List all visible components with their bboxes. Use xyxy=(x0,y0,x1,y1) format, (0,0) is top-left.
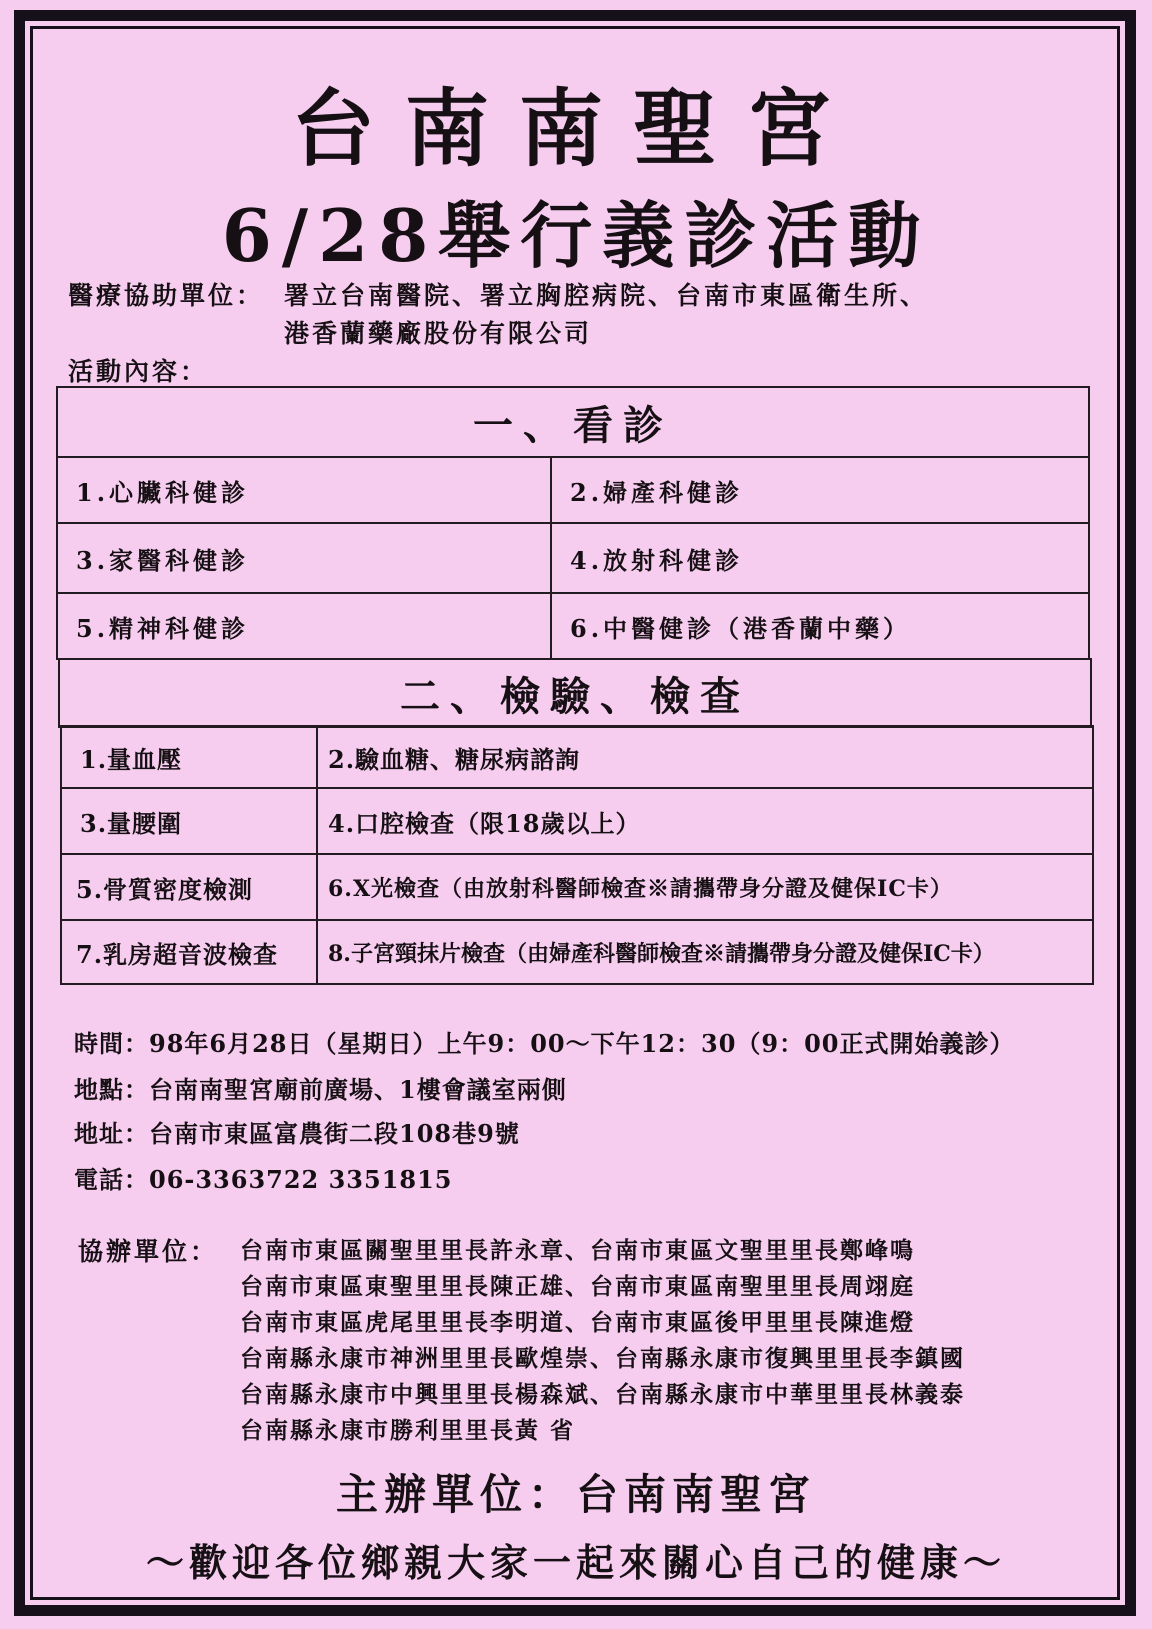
event-time: 時間：98年6月28日（星期日）上午9：00～下午12：30（9：00正式開始義診） xyxy=(74,1029,1015,1058)
section1-table xyxy=(56,386,1090,660)
section1-heading: 一、看診 xyxy=(57,387,1089,457)
section1-item: 4.放射科健診 xyxy=(551,523,1089,593)
event-place: 地點：台南南聖宮廟前廣場、1樓會議室兩側 xyxy=(74,1075,567,1104)
medical-support-line2: 港香蘭藥廠股份有限公司 xyxy=(284,319,593,348)
section2-heading: 二、檢驗、檢查 xyxy=(59,659,1091,727)
section1-item: 3.家醫科健診 xyxy=(57,523,551,593)
co-organizer-line: 台南市東區虎尾里里長李明道、台南市東區後甲里里長陳進燈 xyxy=(240,1309,915,1336)
page-subtitle: 6/28舉行義診活動 xyxy=(221,193,931,278)
section2-item: 3.量腰圍 xyxy=(61,788,317,854)
co-organizer-line: 台南縣永康市勝利里里長黃 省 xyxy=(240,1417,576,1444)
section2-item: 7.乳房超音波檢查 xyxy=(61,920,317,984)
section1-item: 2.婦產科健診 xyxy=(551,457,1089,523)
co-organizer-line: 台南市東區東聖里里長陳正雄、台南市東區南聖里里長周翊庭 xyxy=(240,1273,915,1300)
section2-item: 6.X光檢查（由放射科醫師檢查※請攜帶身分證及健保IC卡） xyxy=(317,854,1093,920)
event-phone: 電話：06-3363722 3351815 xyxy=(74,1165,453,1194)
section2-heading-box xyxy=(58,658,1092,728)
activity-label: 活動內容： xyxy=(68,357,209,386)
section2-item: 4.口腔檢查（限18歲以上） xyxy=(317,788,1093,854)
section2-item: 1.量血壓 xyxy=(61,726,317,788)
co-organizer-line: 台南市東區關聖里里長許永章、台南市東區文聖里里長鄭峰鳴 xyxy=(240,1237,915,1264)
medical-support-line1: 署立台南醫院、署立胸腔病院、台南市東區衛生所、 xyxy=(284,281,929,310)
section1-item: 5.精神科健診 xyxy=(57,593,551,659)
section2-item: 5.骨質密度檢測 xyxy=(61,854,317,920)
page-title: 台南南聖宮 xyxy=(290,79,861,178)
section2-item: 8.子宮頸抹片檢查（由婦產科醫師檢查※請攜帶身分證及健保IC卡） xyxy=(317,920,1093,984)
section2-table xyxy=(60,725,1094,985)
co-organizers-label: 協辦單位： xyxy=(78,1237,219,1266)
welcome-message: ～歡迎各位鄉親大家一起來關心自己的健康～ xyxy=(145,1540,1006,1585)
co-organizer-line: 台南縣永康市神洲里里長歐煌崇、台南縣永康市復興里里長李鎮國 xyxy=(240,1345,965,1372)
section1-item: 6.中醫健診（港香蘭中藥） xyxy=(551,593,1089,659)
co-organizer-line: 台南縣永康市中興里里長楊森斌、台南縣永康市中華里里長林義泰 xyxy=(240,1381,965,1408)
event-address: 地址：台南市東區富農街二段108巷9號 xyxy=(74,1119,520,1148)
section1-item: 1.心臟科健診 xyxy=(57,457,551,523)
medical-support-label: 醫療協助單位： xyxy=(68,281,265,310)
host-organizer: 主辦單位：台南南聖宮 xyxy=(335,1470,816,1519)
section2-item: 2.驗血糖、糖尿病諮詢 xyxy=(317,726,1093,788)
